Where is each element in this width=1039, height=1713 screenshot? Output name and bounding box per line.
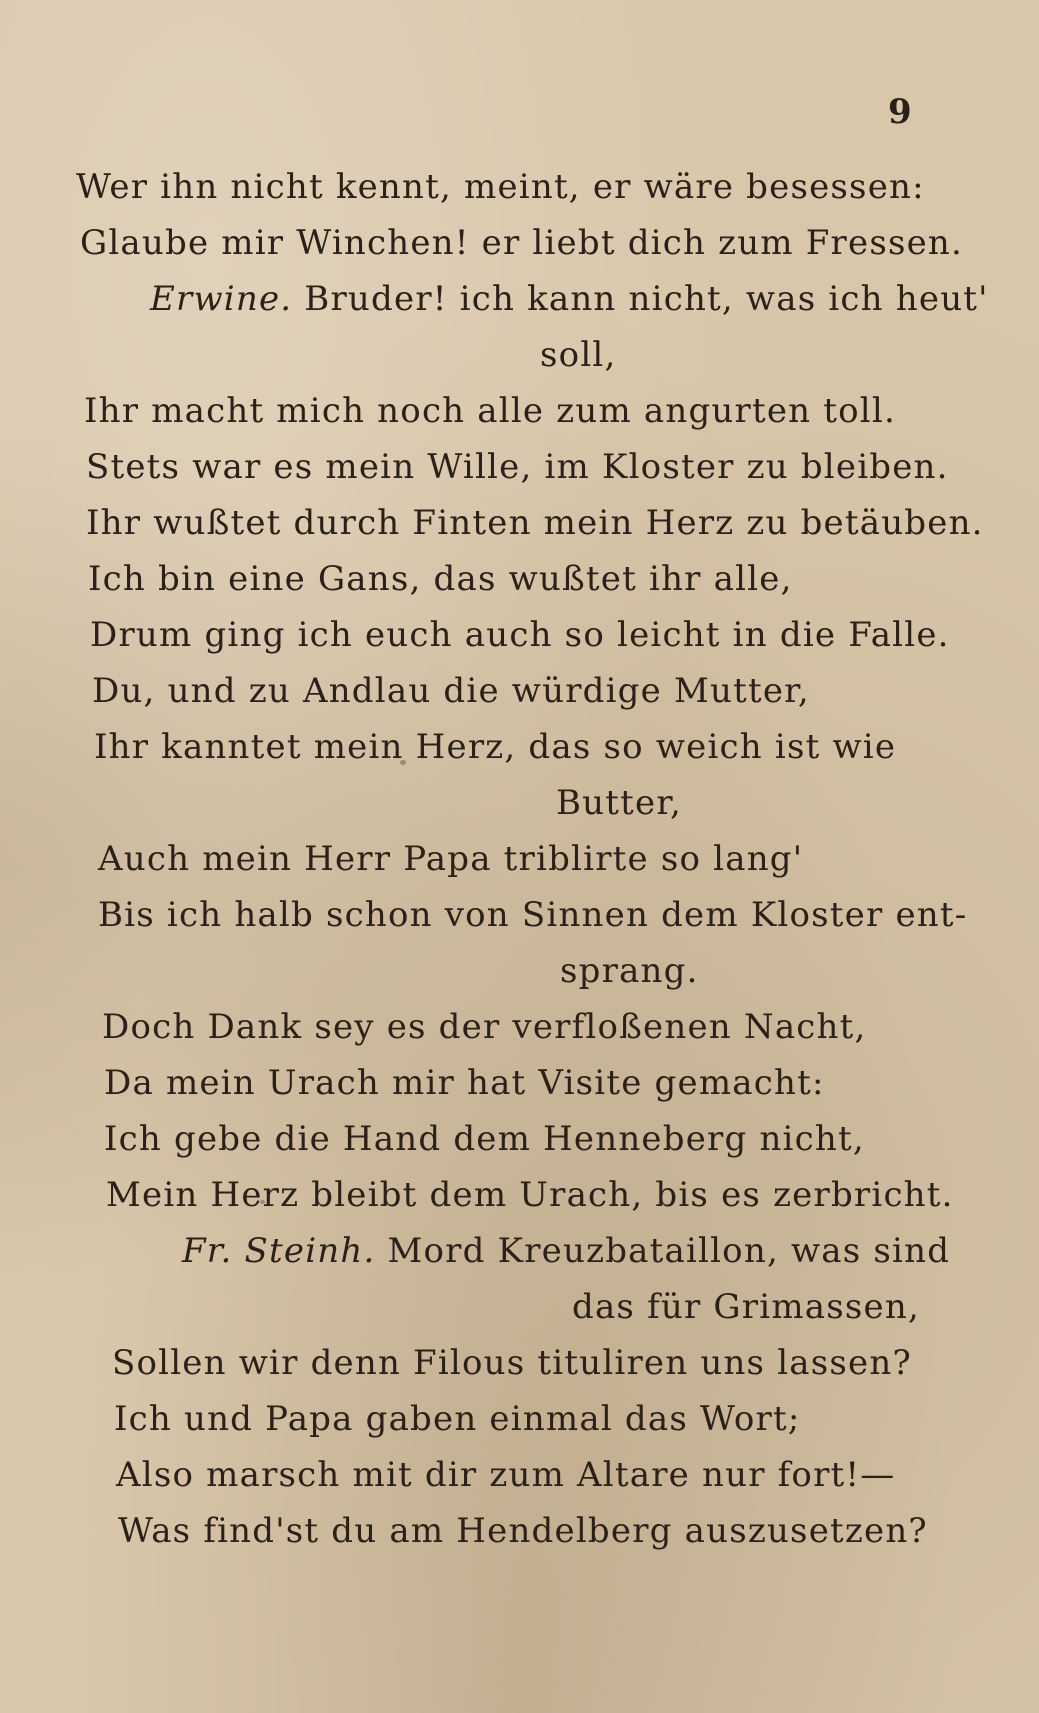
verse-line: Drum ging ich euch auch so leicht in die Falle.: [90, 615, 950, 655]
verse-line: Ihr kanntet mein Herz, das so weich ist wie: [94, 727, 897, 767]
verse-line-text: Bruder! ich kann nicht, was ich heut': [304, 279, 989, 319]
verse-line: Ich und Papa gaben einmal das Wort;: [114, 1399, 801, 1439]
speaker-name: Fr. Steinh.: [182, 1231, 376, 1271]
verse-line: Mein Herz bleibt dem Urach, bis es zerbricht.: [106, 1175, 954, 1215]
verse-line: Doch Dank sey es der verfloßenen Nacht,: [102, 1007, 867, 1047]
verse-line-with-speaker: [182, 1231, 951, 1271]
verse-line: Ich bin eine Gans, das wußtet ihr alle,: [88, 559, 793, 599]
verse-line: Du, und zu Andlau die würdige Mutter,: [92, 671, 810, 711]
verse-line-with-speaker: [150, 279, 989, 319]
verse-line-text: Mord Kreuzbataillon, was sind: [387, 1231, 951, 1271]
verse-line-continuation: sprang.: [560, 951, 699, 991]
page-number: 9: [888, 92, 912, 132]
verse-line: Ihr wußtet durch Finten mein Herz zu betäuben.: [86, 503, 984, 543]
verse-line: Bis ich halb schon von Sinnen dem Kloster ent-: [98, 895, 968, 935]
paper-speck: [830, 640, 834, 644]
verse-line: Wer ihn nicht kennt, meint, er wäre besessen:: [76, 167, 925, 207]
verse-line: Da mein Urach mir hat Visite gemacht:: [104, 1063, 825, 1103]
verse-line: Sollen wir denn Filous tituliren uns lassen?: [112, 1343, 912, 1383]
verse-line: Glaube mir Winchen! er liebt dich zum Fressen.: [80, 223, 964, 263]
verse-line: Auch mein Herr Papa triblirte so lang': [98, 839, 804, 879]
verse-line: Ich gebe die Hand dem Henneberg nicht,: [104, 1119, 865, 1159]
verse-line: Also marsch mit dir zum Altare nur fort!—: [116, 1455, 896, 1495]
verse-line-continuation: das für Grimassen,: [572, 1287, 920, 1327]
verse-line: Stets war es mein Wille, im Kloster zu bleiben.: [86, 447, 949, 487]
paper-speck: [400, 760, 406, 765]
paper-speck: [260, 1200, 265, 1204]
verse-line: Was find'st du am Hendelberg auszusetzen?: [118, 1511, 928, 1551]
speaker-name: Erwine.: [150, 279, 293, 319]
verse-line-continuation: soll,: [540, 335, 617, 375]
verse-line: Ihr macht mich noch alle zum angurten toll.: [84, 391, 896, 431]
verse-line-continuation: Butter,: [556, 783, 683, 823]
